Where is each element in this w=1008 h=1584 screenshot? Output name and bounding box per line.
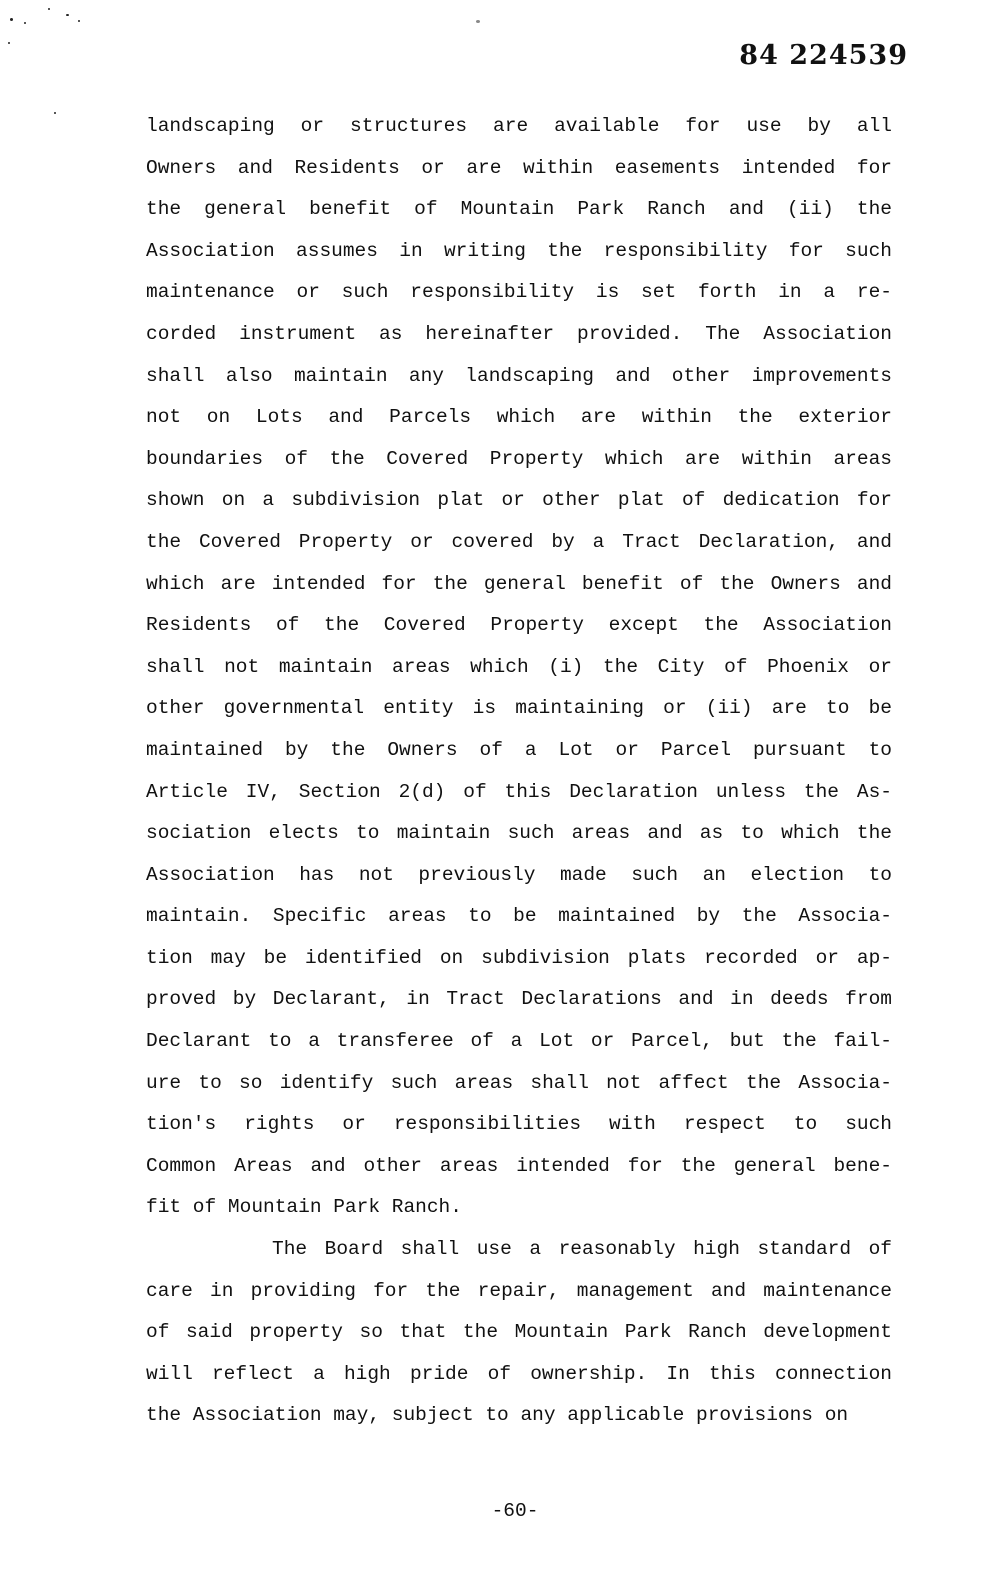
text-line: tion may be identified on subdivision plats recorded or ap- bbox=[146, 946, 892, 969]
text-line: the Covered Property or covered by a Tract Declaration, and bbox=[146, 530, 892, 553]
paragraph-1 bbox=[146, 106, 892, 1229]
text-line: the Association may, subject to any applicable provisions on bbox=[146, 1404, 849, 1427]
text-line: fit of Mountain Park Ranch. bbox=[146, 1196, 462, 1219]
text-line: of said property so that the Mountain Park Ranch development bbox=[146, 1321, 892, 1344]
text-line: proved by Declarant, in Tract Declarations and in deeds from bbox=[146, 988, 892, 1011]
scan-speck bbox=[24, 22, 26, 24]
text-line: ure to so identify such areas shall not affect the Associa- bbox=[146, 1071, 892, 1094]
text-line: maintain. Specific areas to be maintained by the Associa- bbox=[146, 905, 892, 928]
text-line: Article IV, Section 2(d) of this Declaration unless the As- bbox=[146, 780, 892, 803]
text-line: which are intended for the general benefit of the Owners and bbox=[146, 572, 892, 595]
text-line: sociation elects to maintain such areas and as to which the bbox=[146, 822, 892, 845]
text-line: other governmental entity is maintaining or (ii) are to be bbox=[146, 697, 892, 720]
scan-speck bbox=[54, 112, 56, 114]
paragraph-2 bbox=[146, 1229, 892, 1437]
text-line: Association has not previously made such an election to bbox=[146, 863, 892, 886]
document-body bbox=[146, 106, 892, 1437]
text-line: care in providing for the repair, management and maintenance bbox=[146, 1279, 892, 1302]
text-line: Declarant to a transferee of a Lot or Parcel, but the fail- bbox=[146, 1030, 892, 1053]
scan-speck bbox=[78, 20, 80, 22]
scan-speck bbox=[48, 8, 50, 10]
text-line: landscaping or structures are available for use by all bbox=[146, 115, 892, 137]
text-line: The Board shall use a reasonably high standard of bbox=[272, 1238, 892, 1261]
scan-speck bbox=[476, 20, 480, 23]
text-line: shall not maintain areas which (i) the City of Phoenix or bbox=[146, 655, 892, 678]
text-line: tion's rights or responsibilities with respect to such bbox=[146, 1113, 892, 1136]
scan-speck bbox=[8, 42, 10, 44]
document-number: 84 224539 bbox=[739, 40, 908, 71]
scan-speck bbox=[66, 14, 69, 16]
text-line: maintenance or such responsibility is set forth in a re- bbox=[146, 281, 892, 304]
page-number: -60- bbox=[491, 1500, 539, 1522]
text-line: maintained by the Owners of a Lot or Parcel pursuant to bbox=[146, 738, 892, 761]
text-line: corded instrument as hereinafter provided. The Association bbox=[146, 322, 892, 345]
text-line: boundaries of the Covered Property which are within areas bbox=[146, 447, 892, 470]
text-line: will reflect a high pride of ownership. In this connection bbox=[146, 1362, 892, 1385]
scan-speck bbox=[10, 18, 13, 21]
text-line: shown on a subdivision plat or other plat of dedication for bbox=[146, 489, 892, 512]
text-line: Owners and Residents or are within easements intended for bbox=[146, 156, 892, 179]
text-line: Residents of the Covered Property except the Association bbox=[146, 614, 892, 637]
text-line: not on Lots and Parcels which are within the exterior bbox=[146, 406, 892, 429]
text-line: the general benefit of Mountain Park Ranch and (ii) the bbox=[146, 198, 892, 221]
text-line: shall also maintain any landscaping and other improvements bbox=[146, 364, 892, 387]
text-line: Common Areas and other areas intended for the general bene- bbox=[146, 1154, 892, 1177]
text-line: Association assumes in writing the responsibility for such bbox=[146, 239, 892, 262]
